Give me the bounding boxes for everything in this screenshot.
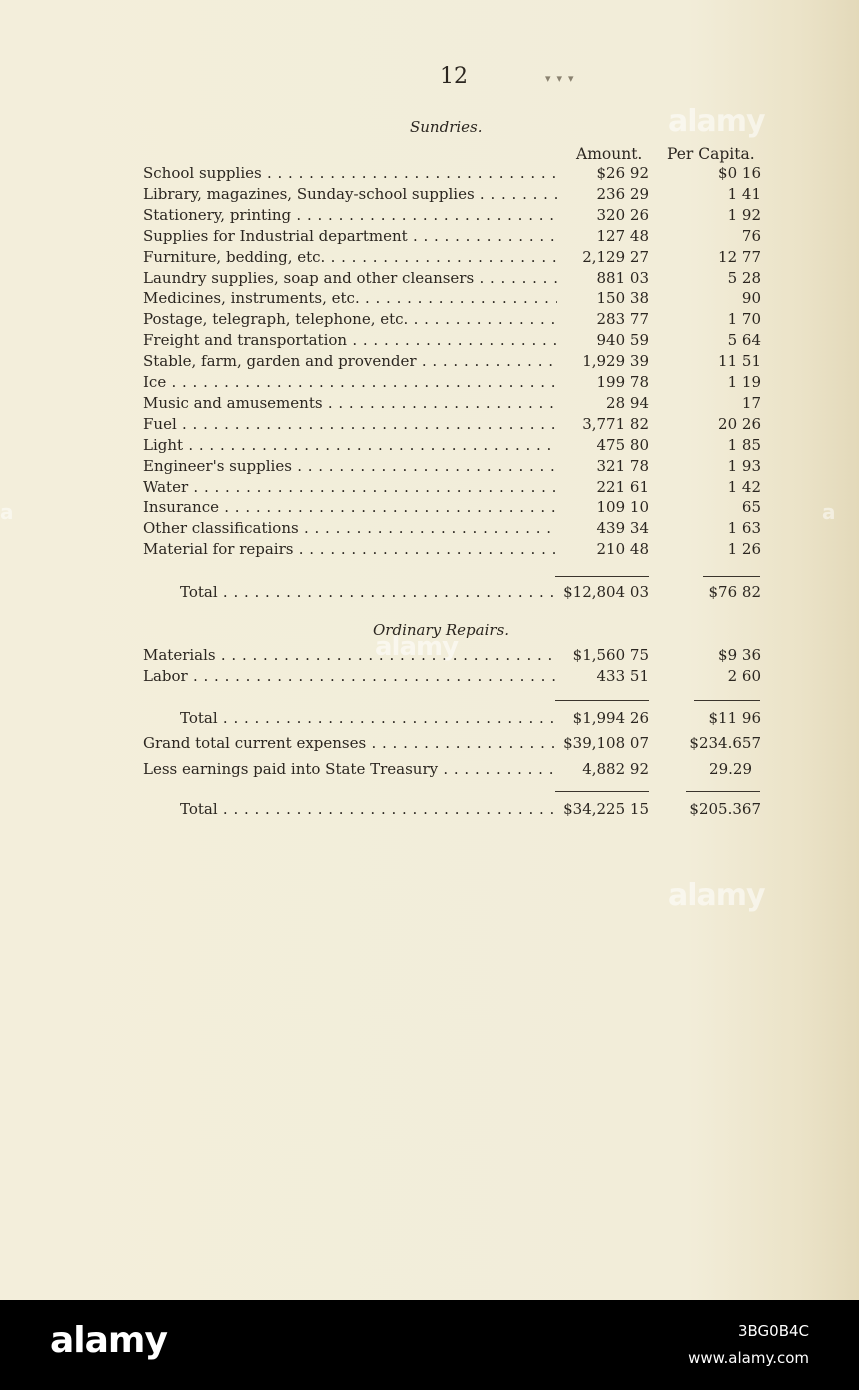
row-label: Stable, farm, garden and provender . . . bbox=[143, 352, 557, 370]
row-amount: 283 77 bbox=[596, 310, 649, 328]
row-label: Ice . . . bbox=[143, 373, 557, 391]
row-label: Freight and transportation . . . bbox=[143, 331, 557, 349]
row-per-capita: 5 64 bbox=[727, 331, 761, 349]
row-label: School supplies . . . bbox=[143, 164, 557, 182]
row-amount: $1,560 75 bbox=[572, 646, 649, 664]
watermark-logo: alamy bbox=[375, 632, 459, 662]
row-label: Grand total current expenses . . . bbox=[143, 734, 557, 752]
grand-total-row bbox=[0, 734, 859, 755]
row-per-capita: 29.29 bbox=[709, 760, 752, 778]
row-amount: 940 59 bbox=[596, 331, 649, 349]
row-per-capita: 1 42 bbox=[727, 478, 761, 496]
row-amount: 439 34 bbox=[596, 519, 649, 537]
row-per-capita: $11 96 bbox=[708, 709, 761, 727]
brand-logo: alamy bbox=[50, 1320, 167, 1361]
row-amount: 4,882 92 bbox=[582, 760, 649, 778]
row-amount: $39,108 07 bbox=[563, 734, 649, 752]
table-row bbox=[0, 206, 859, 227]
row-amount: 221 61 bbox=[596, 478, 649, 496]
row-amount: 127 48 bbox=[596, 227, 649, 245]
row-per-capita: 1 26 bbox=[727, 540, 761, 558]
row-label: Water . . . bbox=[143, 478, 557, 496]
row-label: Total . . . bbox=[180, 583, 557, 601]
total-rule bbox=[686, 791, 760, 792]
row-amount: 1,929 39 bbox=[582, 352, 649, 370]
row-amount: $34,225 15 bbox=[563, 800, 649, 818]
row-per-capita: 1 93 bbox=[727, 457, 761, 475]
row-label: Total . . . bbox=[180, 800, 557, 818]
watermark-logo: a bbox=[822, 500, 836, 524]
row-amount: 150 38 bbox=[596, 289, 649, 307]
table-row bbox=[0, 436, 859, 457]
watermark-logo: a bbox=[0, 500, 14, 524]
total-rule bbox=[555, 700, 649, 701]
table-row bbox=[0, 185, 859, 206]
row-per-capita: 11 51 bbox=[718, 352, 761, 370]
row-amount: $26 92 bbox=[596, 164, 649, 182]
row-label: Engineer's supplies . . . bbox=[143, 457, 557, 475]
row-per-capita: 90 bbox=[741, 289, 761, 307]
column-header-per-capita: Per Capita. bbox=[667, 145, 755, 163]
row-label: Supplies for Industrial department . . . bbox=[143, 227, 557, 245]
row-label: Other classifications . . . bbox=[143, 519, 557, 537]
sundries-total-row bbox=[0, 583, 859, 604]
row-per-capita: 2 60 bbox=[727, 667, 761, 685]
table-row bbox=[0, 352, 859, 373]
row-amount: 3,771 82 bbox=[582, 415, 649, 433]
total-rule bbox=[555, 576, 649, 577]
repairs-total-row bbox=[0, 709, 859, 730]
table-row bbox=[0, 540, 859, 561]
row-per-capita: $9 36 bbox=[718, 646, 761, 664]
row-label: Light . . . bbox=[143, 436, 557, 454]
row-per-capita: 1 92 bbox=[727, 206, 761, 224]
total-rule bbox=[555, 791, 649, 792]
row-amount: 320 26 bbox=[596, 206, 649, 224]
row-per-capita: 1 85 bbox=[727, 436, 761, 454]
table-row bbox=[0, 478, 859, 499]
row-amount: 109 10 bbox=[596, 498, 649, 516]
row-per-capita: $76 82 bbox=[708, 583, 761, 601]
section-title-sundries: Sundries. bbox=[410, 118, 483, 136]
row-label: Library, magazines, Sunday-school supplies . . . bbox=[143, 185, 557, 203]
section-title-repairs: Ordinary Repairs. bbox=[373, 621, 510, 639]
row-label: Less earnings paid into State Treasury . . . bbox=[143, 760, 557, 778]
table-row bbox=[0, 310, 859, 331]
row-label: Insurance . . . bbox=[143, 498, 557, 516]
row-per-capita: 1 63 bbox=[727, 519, 761, 537]
row-amount: 881 03 bbox=[596, 269, 649, 287]
row-per-capita: 1 70 bbox=[727, 310, 761, 328]
table-row bbox=[0, 164, 859, 185]
table-row bbox=[0, 269, 859, 290]
row-amount: 2,129 27 bbox=[582, 248, 649, 266]
table-row bbox=[0, 331, 859, 352]
table-row bbox=[0, 227, 859, 248]
row-label: Furniture, bedding, etc. . . . bbox=[143, 248, 557, 266]
row-amount: 28 94 bbox=[606, 394, 649, 412]
site-url: www.alamy.com bbox=[688, 1349, 809, 1367]
row-per-capita: $205.367 bbox=[689, 800, 761, 818]
table-row bbox=[0, 394, 859, 415]
row-amount: 236 29 bbox=[596, 185, 649, 203]
table-row bbox=[0, 519, 859, 540]
row-label: Postage, telegraph, telephone, etc. . . . bbox=[143, 310, 557, 328]
table-row bbox=[0, 373, 859, 394]
total-rule bbox=[703, 576, 760, 577]
image-id: 3BG0B4C bbox=[737, 1322, 809, 1340]
row-per-capita: 1 41 bbox=[727, 185, 761, 203]
row-per-capita: 76 bbox=[741, 227, 761, 245]
page-number: 12 bbox=[440, 64, 468, 89]
row-per-capita: 20 26 bbox=[718, 415, 761, 433]
table-row bbox=[0, 667, 859, 688]
row-label: Laundry supplies, soap and other cleansers . . . bbox=[143, 269, 557, 287]
row-amount: 475 80 bbox=[596, 436, 649, 454]
row-label: Fuel . . . bbox=[143, 415, 557, 433]
row-per-capita: 12 77 bbox=[718, 248, 761, 266]
column-header-amount: Amount. bbox=[576, 145, 643, 163]
row-per-capita: 17 bbox=[741, 394, 761, 412]
row-amount: 433 51 bbox=[596, 667, 649, 685]
watermark-logo: alamy bbox=[668, 104, 765, 139]
table-row bbox=[0, 457, 859, 478]
row-per-capita: $234.657 bbox=[689, 734, 761, 752]
row-per-capita: 5 28 bbox=[727, 269, 761, 287]
row-per-capita: 65 bbox=[741, 498, 761, 516]
table-row bbox=[0, 415, 859, 436]
table-row bbox=[0, 289, 859, 310]
row-label: Materials . . . bbox=[143, 646, 557, 664]
row-amount: 321 78 bbox=[596, 457, 649, 475]
printer-mark: ▾▾▾ bbox=[545, 72, 580, 85]
row-label: Material for repairs . . . bbox=[143, 540, 557, 558]
row-label: Labor . . . bbox=[143, 667, 557, 685]
row-label: Medicines, instruments, etc. . . . bbox=[143, 289, 557, 307]
row-per-capita: 1 19 bbox=[727, 373, 761, 391]
total-rule bbox=[694, 700, 760, 701]
table-row bbox=[0, 498, 859, 519]
row-label: Stationery, printing . . . bbox=[143, 206, 557, 224]
row-per-capita: $0 16 bbox=[718, 164, 761, 182]
table-row bbox=[0, 248, 859, 269]
row-amount: $1,994 26 bbox=[572, 709, 649, 727]
watermark-logo: alamy bbox=[668, 878, 765, 913]
row-label: Total . . . bbox=[180, 709, 557, 727]
final-total-row bbox=[0, 800, 859, 821]
row-amount: 199 78 bbox=[596, 373, 649, 391]
less-earnings-row bbox=[0, 760, 859, 781]
row-amount: $12,804 03 bbox=[563, 583, 649, 601]
row-amount: 210 48 bbox=[596, 540, 649, 558]
row-label: Music and amusements . . . bbox=[143, 394, 557, 412]
